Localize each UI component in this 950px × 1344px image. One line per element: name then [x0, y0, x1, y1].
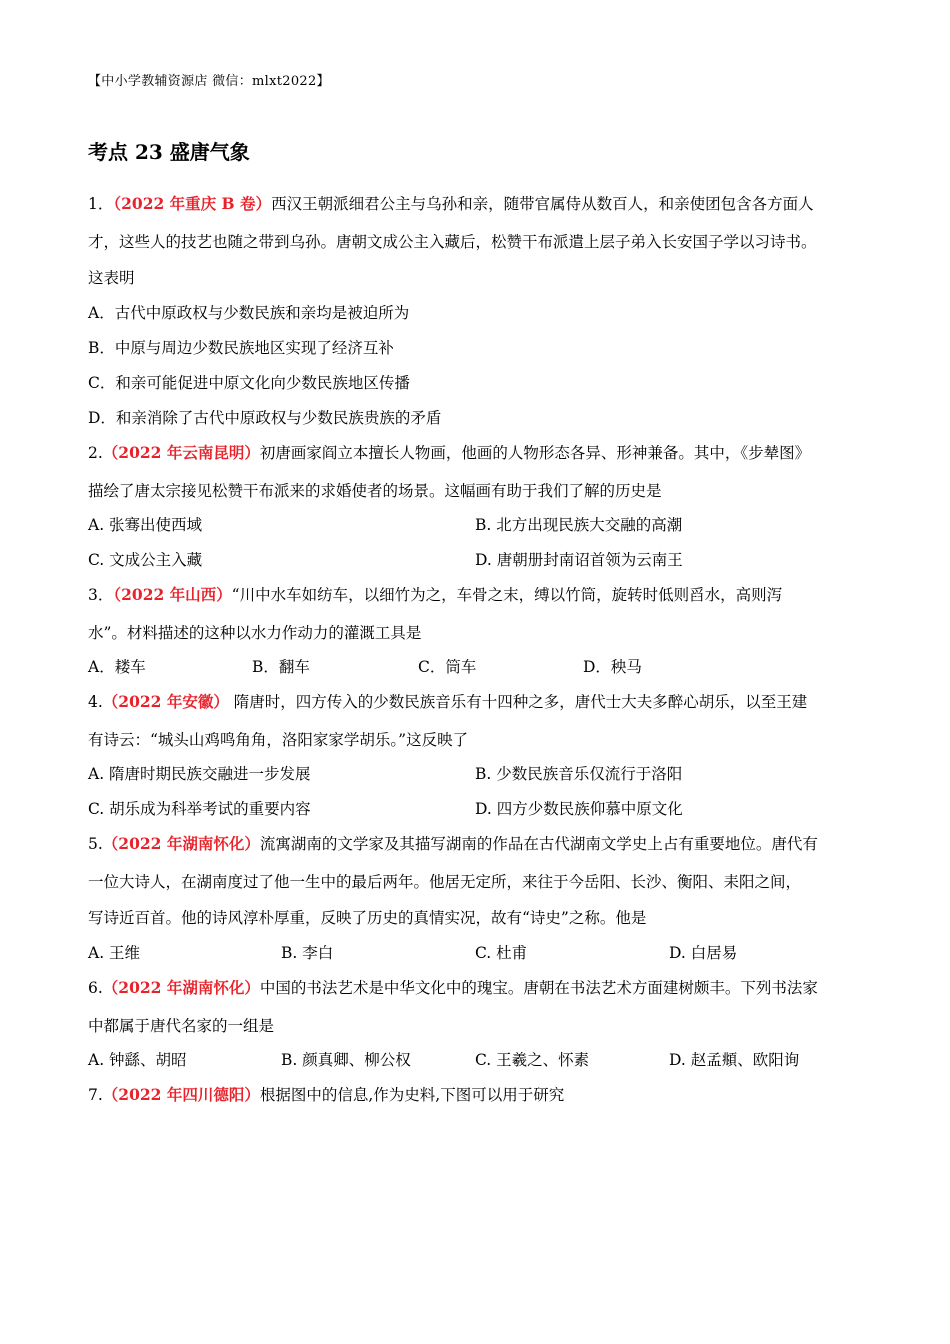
- question-6-line-2: 中都属于唐代名家的一组是: [88, 1017, 275, 1035]
- question-5-option-d: D. 白居易: [669, 944, 738, 962]
- question-1-line-3: 这表明: [88, 269, 135, 287]
- question-4-option-d: D. 四方少数民族仰慕中原文化: [475, 800, 683, 818]
- question-4-option-b: B. 少数民族音乐仅流行于洛阳: [475, 765, 683, 783]
- question-number: 1．: [88, 195, 114, 213]
- question-7-line-1: [88, 1083, 564, 1105]
- question-2-option-a: A. 张骞出使西域: [88, 516, 203, 534]
- question-5-option-c: C. 杜甫: [475, 944, 528, 962]
- question-6-option-c: C. 王羲之、怀素: [475, 1051, 590, 1069]
- question-3-option-a: A．耧车: [88, 658, 146, 676]
- question-2-option-b: B. 北方出现民族大交融的高潮: [475, 516, 683, 534]
- question-text: 西汉王朝派细君公主与乌孙和亲，随带官属侍从数百人，和亲使团包含各方面人: [271, 195, 814, 213]
- question-source: （2022 年重庆 B 卷）: [113, 194, 272, 213]
- shop-header: 【中小学教辅资源店 微信：mlxt2022】: [88, 74, 330, 89]
- question-number: 3．: [88, 586, 114, 604]
- question-2-option-c: C. 文成公主入藏: [88, 551, 203, 569]
- question-4-line-2: 有诗云：“城头山鸡鸣角角，洛阳家家学胡乐。”这反映了: [88, 731, 469, 749]
- question-text: 根据图中的信息,作为史料,下图可以用于研究: [259, 1086, 565, 1104]
- question-1-option-a: A．古代中原政权与少数民族和亲均是被迫所为: [88, 304, 410, 322]
- question-number: 5.: [88, 835, 103, 853]
- question-3-option-b: B．翻车: [252, 658, 310, 676]
- question-1-line-1: [88, 192, 814, 214]
- question-3-line-1: [88, 583, 782, 605]
- question-2-line-2: 描绘了唐太宗接见松赞干布派来的求婚使者的场景。这幅画有助于我们了解的历史是: [88, 482, 662, 500]
- question-text: 隋唐时，四方传入的少数民族音乐有十四种之多，唐代士大夫多醉心胡乐，以至王建: [228, 693, 808, 711]
- question-1-line-2: 才，这些人的技艺也随之带到乌孙。唐朝文成公主入藏后，松赞干布派遣上层子弟入长安国子学以习诗书。: [88, 233, 817, 251]
- question-1-option-c: C．和亲可能促进中原文化向少数民族地区传播: [88, 374, 410, 392]
- question-5-line-3: 写诗近百首。他的诗风淳朴厚重，反映了历史的真情实况，故有“诗史”之称。他是: [88, 909, 647, 927]
- question-4-option-c: C. 胡乐成为科举考试的重要内容: [88, 800, 311, 818]
- question-number: 4.: [88, 693, 103, 711]
- question-3-line-2: 水”。材料描述的这种以水力作动力的灌溉工具是: [88, 624, 422, 642]
- question-5-option-b: B. 李白: [281, 944, 334, 962]
- question-source: （2022 年湖南怀化）: [102, 978, 260, 997]
- question-5-line-1: [88, 832, 818, 854]
- question-source: （2022 年云南昆明）: [102, 443, 260, 462]
- question-source: （2022 年湖南怀化）: [102, 834, 260, 853]
- question-text: “川中水车如纺车，以细竹为之，车骨之末，缚以竹筒，旋转时低则舀水，高则泻: [231, 586, 783, 604]
- question-text: 初唐画家阎立本擅长人物画，他画的人物形态各异、形神兼备。其中，《步辇图》: [259, 444, 811, 462]
- question-2-option-d: D. 唐朝册封南诏首领为云南王: [475, 551, 683, 569]
- question-3-option-d: D．秧马: [583, 658, 642, 676]
- question-source: （2022 年四川德阳）: [102, 1085, 260, 1104]
- question-number: 6.: [88, 979, 103, 997]
- question-2-line-1: [88, 441, 810, 463]
- question-5-option-a: A. 王维: [88, 944, 141, 962]
- question-number: 7.: [88, 1086, 103, 1104]
- question-3-option-c: C．筒车: [418, 658, 477, 676]
- question-1-option-b: B．中原与周边少数民族地区实现了经济互补: [88, 339, 394, 357]
- question-6-option-a: A. 钟繇、胡昭: [88, 1051, 187, 1069]
- question-text: 流寓湖南的文学家及其描写湖南的作品在古代湖南文学史上占有重要地位。唐代有: [259, 835, 818, 853]
- question-4-option-a: A. 隋唐时期民族交融进一步发展: [88, 765, 311, 783]
- question-number: 2.: [88, 444, 103, 462]
- question-6-line-1: [88, 976, 818, 998]
- question-6-option-b: B. 颜真卿、柳公权: [281, 1051, 411, 1069]
- question-source: （2022 年安徽）: [102, 692, 229, 711]
- question-6-option-d: D. 赵孟頫、欧阳询: [669, 1051, 800, 1069]
- question-text: 中国的书法艺术是中华文化中的瑰宝。唐朝在书法艺术方面建树颇丰。下列书法家: [259, 979, 818, 997]
- question-1-option-d: D．和亲消除了古代中原政权与少数民族贵族的矛盾: [88, 409, 442, 427]
- page-title: 考点 23 盛唐气象: [88, 140, 250, 164]
- question-source: （2022 年山西）: [113, 585, 232, 604]
- question-4-line-1: [88, 690, 807, 712]
- question-5-line-2: 一位大诗人，在湖南度过了他一生中的最后两年。他居无定所，来往于今岳阳、长沙、衡阳、耒阳之间，: [88, 873, 802, 891]
